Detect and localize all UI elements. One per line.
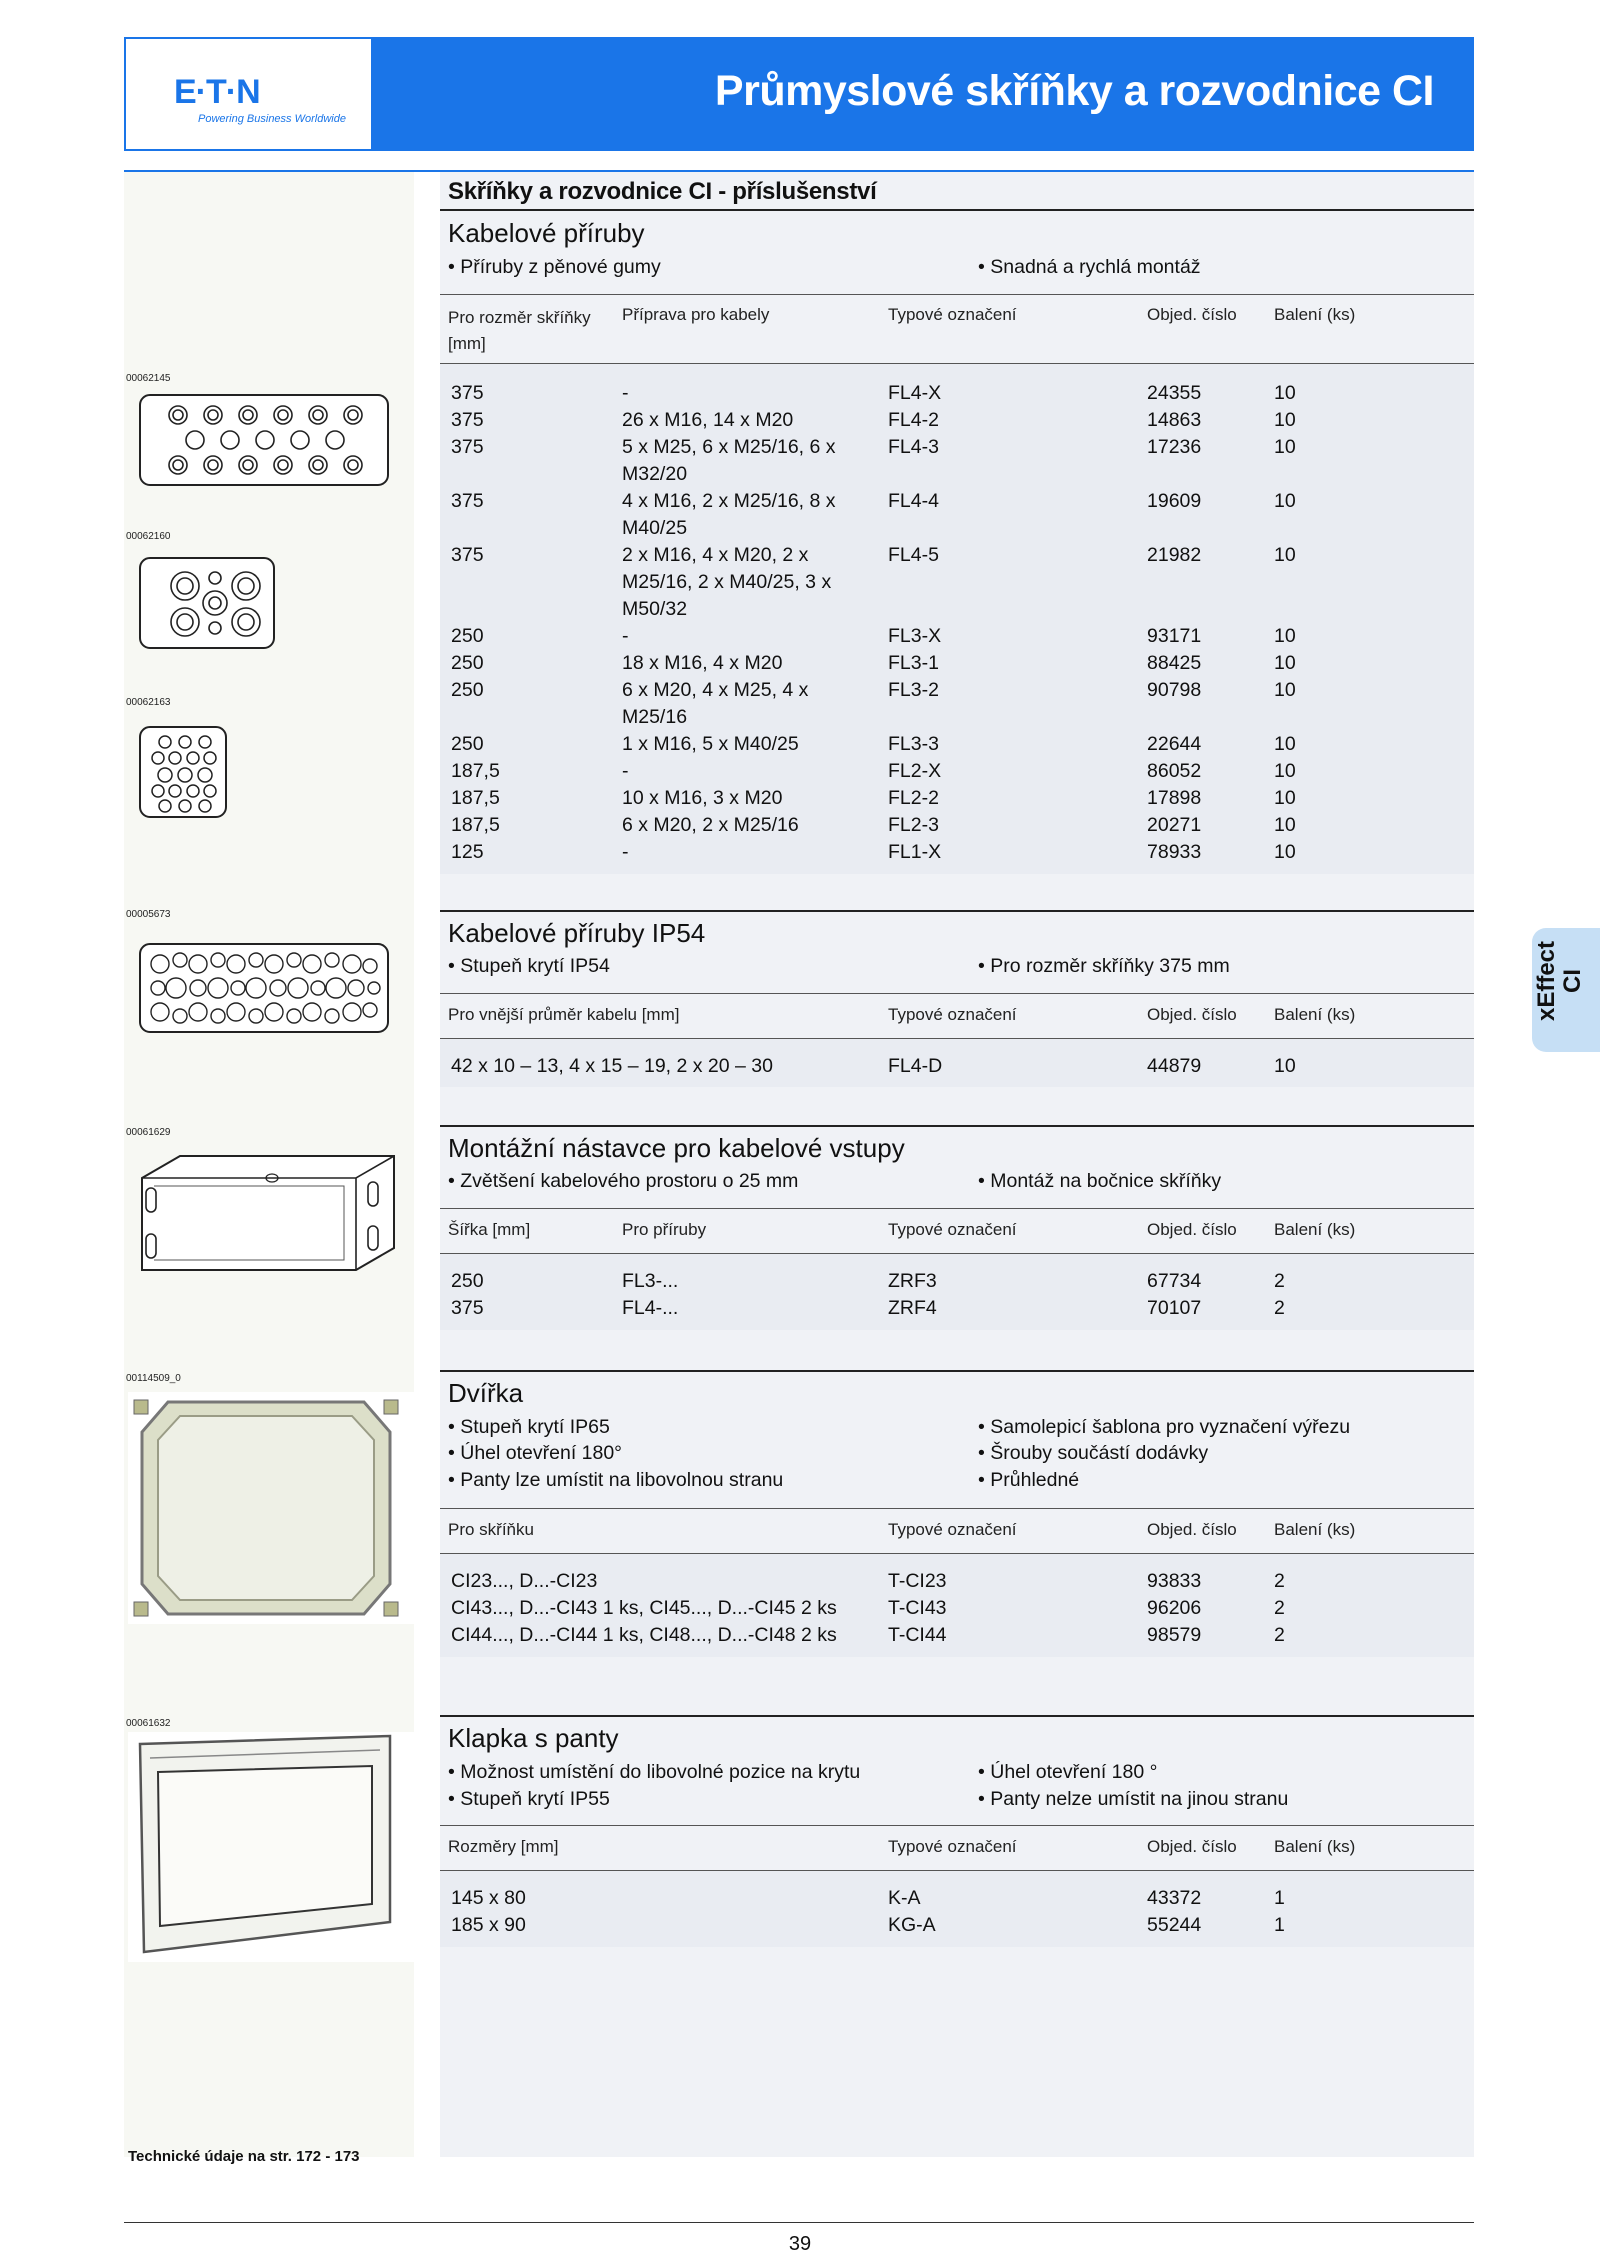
- table-cell: 14863: [1147, 409, 1202, 431]
- table-cell: 43372: [1147, 1887, 1202, 1909]
- table-body: [440, 1254, 1474, 1330]
- table-cell: T-CI43: [888, 1597, 947, 1619]
- table-cell: 2: [1274, 1597, 1285, 1619]
- table-cell: 10: [1274, 679, 1296, 701]
- table-cell: 96206: [1147, 1597, 1202, 1619]
- table-body: [440, 364, 1474, 874]
- table-cell: 17236: [1147, 436, 1202, 458]
- table-cell: 375: [451, 382, 484, 404]
- bullet-item: • Montáž na bočnice skříňky: [978, 1170, 1222, 1192]
- bullet-item: • Panty lze umístit na libovolnou stranu: [448, 1469, 784, 1491]
- column-header: Rozměry [mm]: [448, 1837, 559, 1856]
- table-cell: 44879: [1147, 1055, 1202, 1077]
- table-cell: 10: [1274, 733, 1296, 755]
- table-cell: FL3-2: [888, 679, 939, 701]
- table-cell: 10: [1274, 436, 1296, 458]
- column-header: Pro skříňku: [448, 1520, 534, 1539]
- table-rule: [440, 294, 1474, 295]
- table-cell: FL3-...: [622, 1270, 679, 1292]
- table-rule: [440, 1508, 1474, 1509]
- table-cell: FL4-2: [888, 409, 939, 431]
- column-header: Balení (ks): [1274, 305, 1356, 324]
- table-cell: FL1-X: [888, 841, 942, 863]
- table-cell: 10: [1274, 625, 1296, 647]
- bullet-item: • Samolepicí šablona pro vyznačení výřezu: [978, 1416, 1351, 1438]
- subsection-title: Kabelové příruby IP54: [448, 918, 706, 948]
- table-cell: -: [622, 841, 629, 863]
- column-header: Příprava pro kabely: [622, 305, 770, 324]
- table-cell: 375: [451, 409, 484, 431]
- table-cell: 70107: [1147, 1297, 1202, 1319]
- mounting-attachment-image: [132, 1148, 400, 1278]
- bullet-item: • Pro rozměr skříňky 375 mm: [978, 955, 1230, 977]
- table-cell: 21982: [1147, 544, 1202, 566]
- table-cell: FL4-D: [888, 1055, 943, 1077]
- table-cell: FL2-X: [888, 760, 942, 782]
- bullet-item: • Úhel otevření 180°: [448, 1442, 622, 1464]
- table-cell: 10: [1274, 652, 1296, 674]
- table-cell: 10: [1274, 1055, 1296, 1077]
- table-cell: FL4-4: [888, 490, 939, 512]
- column-header: Typové označení: [888, 1837, 1017, 1856]
- door-image: [128, 1392, 414, 1624]
- table-cell: -: [622, 760, 629, 782]
- logo-tagline: Powering Business Worldwide: [198, 113, 346, 125]
- table-cell: FL2-3: [888, 814, 939, 836]
- table-cell: 1 x M16, 5 x M40/25: [622, 733, 799, 755]
- table-cell: FL4-5: [888, 544, 939, 566]
- table-cell: K-A: [888, 1887, 921, 1909]
- table-cell: 2 x M16, 4 x M20, 2 x M25/16, 2 x M40/25, 3 x M50/32: [622, 544, 832, 620]
- table-cell: 98579: [1147, 1624, 1202, 1646]
- table-body: [440, 1871, 1474, 1947]
- table-rule: [440, 1825, 1474, 1826]
- table-cell: -: [622, 625, 629, 647]
- table-cell: -: [622, 382, 629, 404]
- table-cell: 250: [451, 733, 484, 755]
- column-header: Typové označení: [888, 1220, 1017, 1239]
- side-tab-label: [1534, 941, 1586, 1021]
- header-band: [373, 37, 1474, 151]
- bullet-item: • Zvětšení kabelového prostoru o 25 mm: [448, 1170, 799, 1192]
- column-header: Typové označení: [888, 305, 1017, 324]
- table-cell: FL3-X: [888, 625, 942, 647]
- table-cell: 10: [1274, 814, 1296, 836]
- table-cell: 19609: [1147, 490, 1202, 512]
- table-cell: 88425: [1147, 652, 1202, 674]
- table-cell: 6 x M20, 2 x M25/16: [622, 814, 799, 836]
- image-code: 00061629: [126, 1127, 171, 1138]
- flange-fl4-2-image: [138, 393, 392, 489]
- section-rule: [440, 1370, 1474, 1372]
- subsection-title: Montážní nástavce pro kabelové vstupy: [448, 1133, 905, 1163]
- table-cell: 90798: [1147, 679, 1202, 701]
- table-cell: 250: [451, 652, 484, 674]
- bullet-item: • Úhel otevření 180 °: [978, 1761, 1158, 1783]
- flange-fl3-2-image: [138, 556, 278, 652]
- table-cell: ZRF4: [888, 1297, 937, 1319]
- table-cell: 1: [1274, 1914, 1285, 1936]
- table-cell: FL4-3: [888, 436, 939, 458]
- table-cell: 2: [1274, 1270, 1285, 1292]
- side-tab-line1: xEffect: [1533, 940, 1560, 1021]
- table-cell: 187,5: [451, 787, 500, 809]
- logo-box: [124, 37, 373, 151]
- table-cell: 20271: [1147, 814, 1202, 836]
- column-header: Pro příruby: [622, 1220, 707, 1239]
- table-cell: 250: [451, 679, 484, 701]
- table-cell: 10: [1274, 490, 1296, 512]
- section-rule: [440, 1715, 1474, 1717]
- table-cell: 375: [451, 544, 484, 566]
- bullet-item: • Průhledné: [978, 1469, 1080, 1491]
- heading-rule: [440, 209, 1474, 211]
- table-cell: 185 x 90: [451, 1914, 526, 1936]
- flange-fl4-d-image: [138, 942, 392, 1036]
- subsection-title: Dvířka: [448, 1378, 524, 1408]
- column-header: Balení (ks): [1274, 1837, 1356, 1856]
- column-header: Balení (ks): [1274, 1220, 1356, 1239]
- table-cell: T-CI44: [888, 1624, 947, 1646]
- table-cell: 24355: [1147, 382, 1202, 404]
- technical-data-note: Technické údaje na str. 172 - 173: [128, 2148, 360, 2165]
- table-cell: 6 x M20, 4 x M25, 4 x M25/16: [622, 679, 809, 728]
- image-code: 00061632: [126, 1718, 171, 1729]
- table-cell: 250: [451, 625, 484, 647]
- table-cell: 187,5: [451, 814, 500, 836]
- column-header: Objed. číslo: [1147, 1005, 1237, 1024]
- table-cell: 10: [1274, 841, 1296, 863]
- table-cell: 93833: [1147, 1570, 1202, 1592]
- column-header: Objed. číslo: [1147, 1220, 1237, 1239]
- image-code: 00062160: [126, 531, 171, 542]
- table-cell: CI44..., D...-CI44 1 ks, CI48..., D...-CI48 2 ks: [451, 1624, 837, 1646]
- table-cell: FL4-X: [888, 382, 942, 404]
- image-code: 00062163: [126, 697, 171, 708]
- section-rule: [440, 910, 1474, 912]
- subsection-title: Kabelové příruby: [448, 218, 645, 248]
- column-header: Typové označení: [888, 1520, 1017, 1539]
- table-cell: 1: [1274, 1887, 1285, 1909]
- image-code: 00114509_0: [126, 1373, 181, 1384]
- side-tab-line2: CI: [1559, 969, 1586, 993]
- bullet-item: • Stupeň krytí IP54: [448, 955, 610, 977]
- page-title: Průmyslové skříňky a rozvodnice CI: [714, 67, 1434, 115]
- column-header: Typové označení: [888, 1005, 1017, 1024]
- column-header: Balení (ks): [1274, 1520, 1356, 1539]
- eaton-logo: E·T·N: [174, 73, 260, 111]
- table-cell: 375: [451, 436, 484, 458]
- table-cell: CI43..., D...-CI43 1 ks, CI45..., D...-CI45 2 ks: [451, 1597, 837, 1619]
- table-cell: FL4-...: [622, 1297, 679, 1319]
- table-cell: 10: [1274, 544, 1296, 566]
- table-cell: 2: [1274, 1624, 1285, 1646]
- table-cell: 2: [1274, 1297, 1285, 1319]
- column-header: Pro rozměr skříňky [mm]: [448, 308, 591, 353]
- table-cell: 17898: [1147, 787, 1202, 809]
- image-code: 00005673: [126, 909, 171, 920]
- column-header: Objed. číslo: [1147, 305, 1237, 324]
- table-cell: 4 x M16, 2 x M25/16, 8 x M40/25: [622, 490, 836, 539]
- table-cell: 10 x M16, 3 x M20: [622, 787, 783, 809]
- table-cell: 67734: [1147, 1270, 1202, 1292]
- table-cell: T-CI23: [888, 1570, 947, 1592]
- table-cell: FL3-3: [888, 733, 939, 755]
- table-cell: 375: [451, 1297, 484, 1319]
- table-cell: 86052: [1147, 760, 1202, 782]
- bullet-item: • Stupeň krytí IP65: [448, 1416, 610, 1438]
- column-header: Balení (ks): [1274, 1005, 1356, 1024]
- table-cell: 10: [1274, 760, 1296, 782]
- table-cell: 145 x 80: [451, 1887, 526, 1909]
- bullet-item: • Příruby z pěnové gumy: [448, 256, 661, 278]
- table-cell: 22644: [1147, 733, 1202, 755]
- table-cell: 10: [1274, 787, 1296, 809]
- table-cell: 10: [1274, 382, 1296, 404]
- table-cell: 2: [1274, 1570, 1285, 1592]
- table-cell: 26 x M16, 14 x M20: [622, 409, 794, 431]
- table-cell: KG-A: [888, 1914, 936, 1936]
- table-cell: ZRF3: [888, 1270, 937, 1292]
- table-cell: 18 x M16, 4 x M20: [622, 652, 783, 674]
- table-cell: 93171: [1147, 625, 1202, 647]
- bullet-item: • Snadná a rychlá montáž: [978, 256, 1201, 278]
- table-cell: 55244: [1147, 1914, 1202, 1936]
- hinged-flap-image: [128, 1732, 414, 1962]
- page-number: 39: [788, 2233, 812, 2255]
- table-rule: [440, 993, 1474, 994]
- bullet-item: • Možnost umístění do libovolné pozice na krytu: [448, 1761, 861, 1783]
- subsection-title: Klapka s panty: [448, 1723, 619, 1753]
- column-header: Pro vnější průměr kabelu [mm]: [448, 1005, 680, 1024]
- table-rule: [440, 1208, 1474, 1209]
- column-header: Objed. číslo: [1147, 1520, 1237, 1539]
- table-cell: 125: [451, 841, 484, 863]
- table-cell: FL3-1: [888, 652, 939, 674]
- table-cell: 375: [451, 490, 484, 512]
- table-cell: 187,5: [451, 760, 500, 782]
- footer-rule: [124, 2222, 1474, 2223]
- column-header: Objed. číslo: [1147, 1837, 1237, 1856]
- table-cell: 5 x M25, 6 x M25/16, 6 x M32/20: [622, 436, 836, 485]
- table-cell: CI23..., D...-CI23: [451, 1570, 598, 1592]
- table-cell: 250: [451, 1270, 484, 1292]
- column-header: Šířka [mm]: [448, 1220, 531, 1239]
- table-cell: 42 x 10 – 13, 4 x 15 – 19, 2 x 20 – 30: [451, 1055, 773, 1077]
- bullet-item: • Stupeň krytí IP55: [448, 1788, 610, 1810]
- flange-fl2-2-image: [138, 725, 230, 821]
- table-cell: FL2-2: [888, 787, 939, 809]
- section-heading: Skříňky a rozvodnice CI - příslušenství: [448, 178, 877, 205]
- table-cell: 78933: [1147, 841, 1202, 863]
- bullet-item: • Šrouby součástí dodávky: [978, 1442, 1209, 1464]
- bullet-item: • Panty nelze umístit na jinou stranu: [978, 1788, 1289, 1810]
- image-code: 00062145: [126, 373, 171, 384]
- table-cell: 10: [1274, 409, 1296, 431]
- section-rule: [440, 1125, 1474, 1127]
